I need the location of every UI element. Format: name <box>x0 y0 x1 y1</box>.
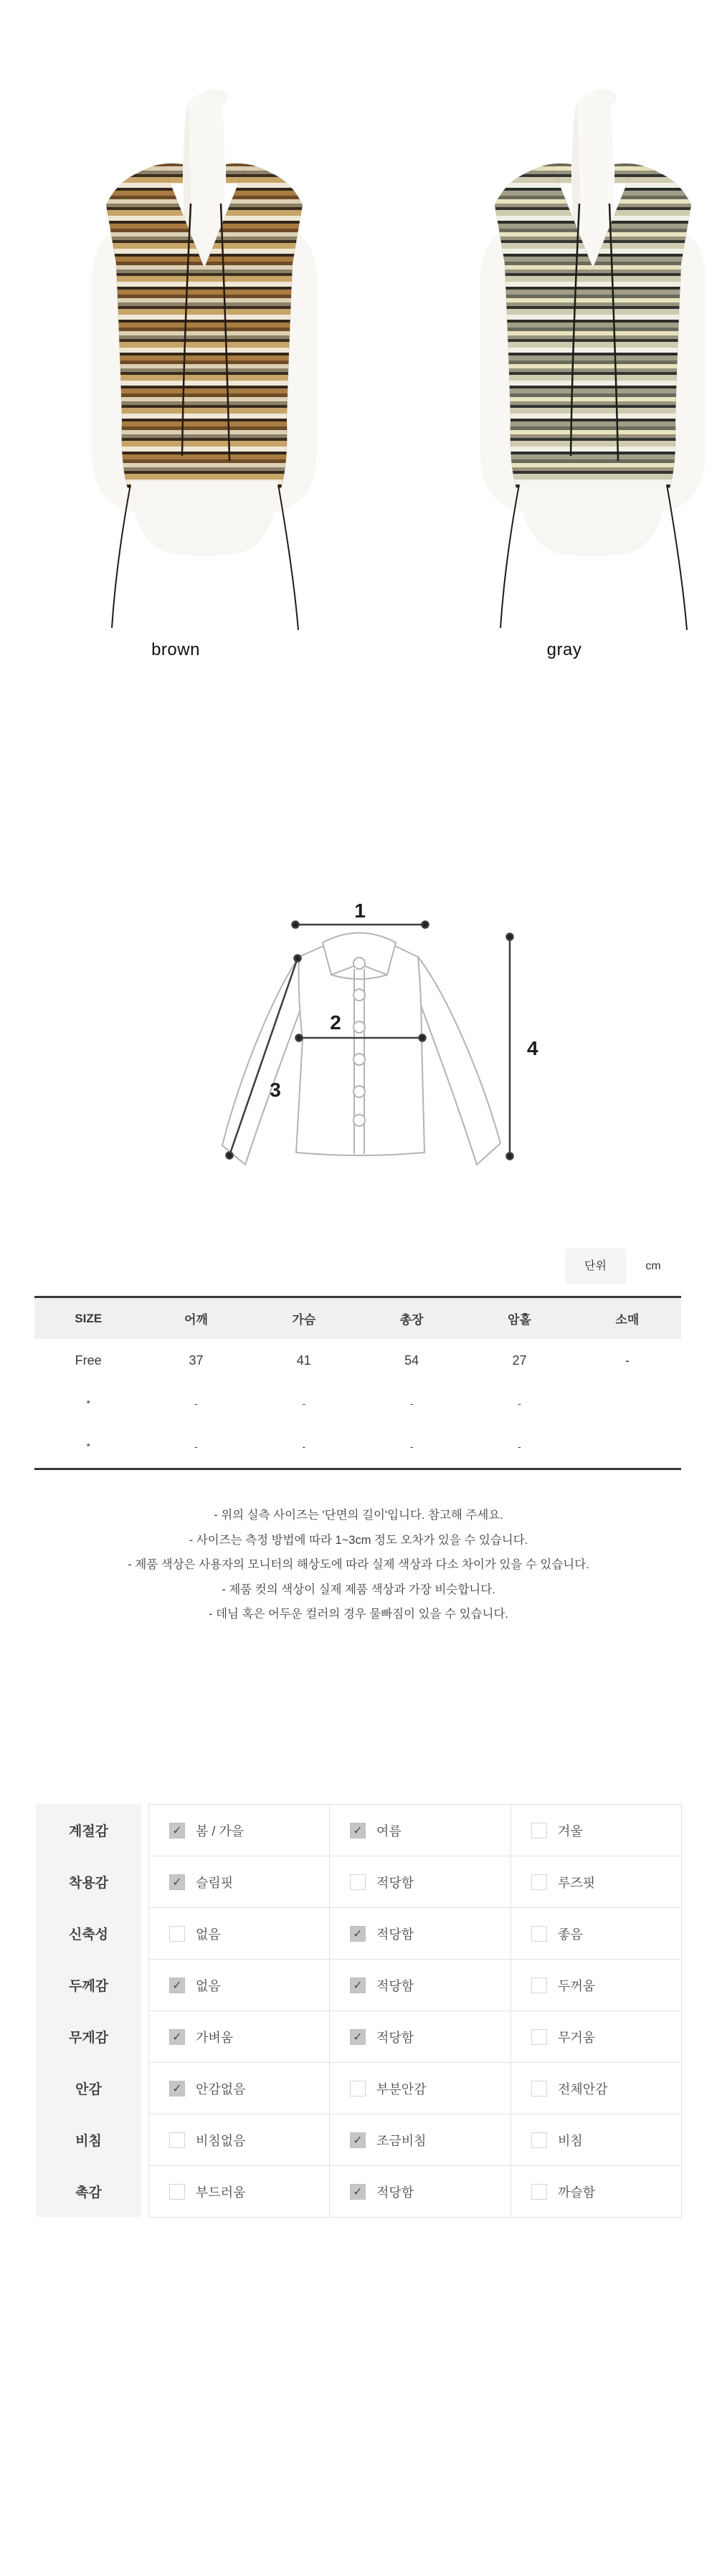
option-label: 비침 <box>558 2133 583 2148</box>
attribute-label-column <box>36 1804 141 2217</box>
option-label: 슬림핏 <box>196 1875 234 1890</box>
measure-label-shoulder: 1 <box>354 900 366 922</box>
cell-chest: - <box>302 1398 306 1409</box>
checkbox-icon <box>350 1926 366 1942</box>
option-label: 부분안감 <box>376 2081 427 2096</box>
length-col-header: 총장 <box>358 1297 465 1340</box>
checkbox-icon <box>350 1978 366 1993</box>
brown-variant-illustration <box>50 51 358 639</box>
unit-label: 단위 <box>565 1249 626 1284</box>
option-label: 적당함 <box>376 2185 414 2200</box>
option-label: 안감없음 <box>196 2081 246 2096</box>
attribute-options-grid <box>148 1804 683 2218</box>
checkbox-icon <box>531 1823 547 1838</box>
attr-option <box>149 1908 330 1960</box>
attr-option <box>511 2114 682 2166</box>
size-row-star-2 <box>34 1425 681 1469</box>
cell-sleeve <box>574 1425 681 1469</box>
option-label: 봄 / 가을 <box>196 1823 244 1838</box>
attr-label-thickness: 두께감 <box>68 1978 109 1994</box>
attr-option <box>511 1856 682 1908</box>
attr-option <box>149 2114 330 2166</box>
checkbox-icon <box>350 2184 366 2200</box>
measure-label-length: 4 <box>527 1037 538 1059</box>
option-label: 없음 <box>196 1978 221 1993</box>
gray-variant-illustration <box>439 51 717 639</box>
attr-label-sheerness: 비침 <box>75 2133 102 2149</box>
attr-option <box>511 2011 682 2063</box>
unit-value: cm <box>645 1260 661 1272</box>
checkbox-icon <box>350 2132 366 2148</box>
attr-option <box>330 2063 511 2114</box>
measure-label-sleeve: 3 <box>270 1079 281 1101</box>
option-label: 전체안감 <box>558 2081 608 2096</box>
cell-sleeve: - <box>625 1353 630 1368</box>
measure-label-chest: 2 <box>330 1011 341 1034</box>
option-label: 가벼움 <box>196 2030 234 2045</box>
color-label-gray: gray <box>546 640 582 659</box>
attr-option <box>511 1960 682 2011</box>
note-line: - 위의 실측 사이즈는 '단면의 길이'입니다. 참고해 주세요. <box>214 1509 503 1522</box>
note-line: - 데님 혹은 어두운 컬러의 경우 물빠짐이 있을 수 있습니다. <box>209 1608 508 1621</box>
checkbox-icon <box>169 1823 185 1838</box>
note-line: - 사이즈는 측정 방법에 따라 1~3cm 정도 오차가 있을 수 있습니다. <box>189 1533 528 1547</box>
size-table <box>34 1296 681 1470</box>
attr-option <box>149 2011 330 2063</box>
cell-size: * <box>86 1441 90 1452</box>
attr-label-lining: 안감 <box>75 2081 102 2097</box>
option-label: 겨울 <box>558 1823 583 1838</box>
checkbox-icon <box>350 1874 366 1890</box>
attr-option <box>149 1856 330 1908</box>
option-label: 조금비침 <box>376 2133 427 2148</box>
color-label-brown: brown <box>151 640 200 659</box>
attr-label-season: 계절감 <box>68 1823 109 1839</box>
cell-sleeve <box>574 1382 681 1425</box>
cell-size: Free <box>75 1353 102 1368</box>
option-label: 루즈핏 <box>558 1875 596 1890</box>
checkbox-icon <box>350 2029 366 2045</box>
checkbox-icon <box>169 2132 185 2148</box>
option-label: 없음 <box>196 1927 221 1942</box>
cell-chest: - <box>302 1441 306 1452</box>
option-label: 여름 <box>376 1823 402 1838</box>
mannequin-hip <box>519 481 667 556</box>
option-label: 두꺼움 <box>558 1978 596 1993</box>
option-label: 까슬함 <box>558 2185 596 2200</box>
option-label: 좋음 <box>558 1927 583 1942</box>
option-label: 비침없음 <box>196 2133 246 2148</box>
sleeve-col-header: 소매 <box>574 1297 681 1340</box>
cell-length: - <box>409 1398 414 1409</box>
cell-size: * <box>86 1398 90 1409</box>
shoulder-col-header: 어깨 <box>142 1297 250 1340</box>
attr-label-fit: 착용감 <box>68 1875 109 1891</box>
attr-option <box>149 1960 330 2011</box>
checkbox-icon <box>531 2184 547 2200</box>
option-label: 적당함 <box>376 1978 414 1993</box>
cell-armhole: - <box>518 1441 521 1452</box>
note-line: - 제품 색상은 사용자의 모니터의 해상도에 따라 실제 색상과 다소 차이가 있을 수 있습니다. <box>128 1558 589 1572</box>
option-label: 적당함 <box>376 1927 414 1942</box>
size-col-header: SIZE <box>34 1297 142 1340</box>
attr-label-weight: 무게감 <box>68 2030 109 2046</box>
attr-option <box>149 2166 330 2218</box>
attr-option <box>330 2166 511 2218</box>
checkbox-icon <box>169 1926 185 1942</box>
attr-option <box>330 1856 511 1908</box>
checkbox-icon <box>531 1978 547 1993</box>
attr-option <box>330 1960 511 2011</box>
cell-armhole: - <box>518 1398 521 1409</box>
attr-option <box>330 2114 511 2166</box>
attr-option <box>149 1805 330 1856</box>
checkbox-icon <box>169 1978 185 1993</box>
product-photo-gray <box>439 51 717 639</box>
attr-label-texture: 촉감 <box>75 2185 102 2200</box>
attr-option <box>330 1908 511 1960</box>
checkbox-icon <box>169 2184 185 2200</box>
size-table-header-row <box>34 1297 681 1340</box>
option-label: 무거움 <box>558 2030 596 2045</box>
cell-shoulder: - <box>194 1441 198 1452</box>
chest-col-header: 가슴 <box>250 1297 358 1340</box>
option-label: 부드러움 <box>196 2185 246 2200</box>
attr-option <box>511 1908 682 1960</box>
option-label: 적당함 <box>376 2030 414 2045</box>
measurement-diagram <box>179 889 552 1190</box>
cell-length: 54 <box>404 1353 419 1368</box>
mannequin-hip <box>130 481 278 556</box>
checkbox-icon <box>169 2029 185 2045</box>
checkbox-icon <box>169 1874 185 1890</box>
cell-shoulder: 37 <box>189 1353 204 1368</box>
attr-option <box>511 1805 682 1856</box>
cell-chest: 41 <box>296 1353 311 1368</box>
cell-shoulder: - <box>194 1398 198 1409</box>
attr-option <box>330 2011 511 2063</box>
attr-option <box>511 2063 682 2114</box>
cell-armhole: 27 <box>512 1353 527 1368</box>
armhole-col-header: 암홀 <box>465 1297 573 1340</box>
checkbox-icon <box>350 2081 366 2096</box>
size-row-star-1 <box>34 1382 681 1425</box>
checkbox-icon <box>531 1926 547 1942</box>
checkbox-icon <box>350 1823 366 1838</box>
attr-option <box>511 2166 682 2218</box>
fabric-attribute-table <box>36 1804 683 2217</box>
product-photo-brown <box>50 51 358 639</box>
attr-option <box>149 2063 330 2114</box>
checkbox-icon <box>531 2081 547 2096</box>
checkbox-icon <box>531 2029 547 2045</box>
note-line: - 제품 컷의 색상이 실제 제품 색상과 가장 비슷합니다. <box>222 1583 495 1596</box>
option-label: 적당함 <box>376 1875 414 1890</box>
size-row-free <box>34 1339 681 1382</box>
attr-option <box>330 1805 511 1856</box>
size-notes <box>0 1503 717 1627</box>
cell-length: - <box>409 1441 414 1452</box>
checkbox-icon <box>531 1874 547 1890</box>
checkbox-icon <box>169 2081 185 2096</box>
checkbox-icon <box>531 2132 547 2148</box>
attr-label-stretch: 신축성 <box>68 1927 109 1942</box>
